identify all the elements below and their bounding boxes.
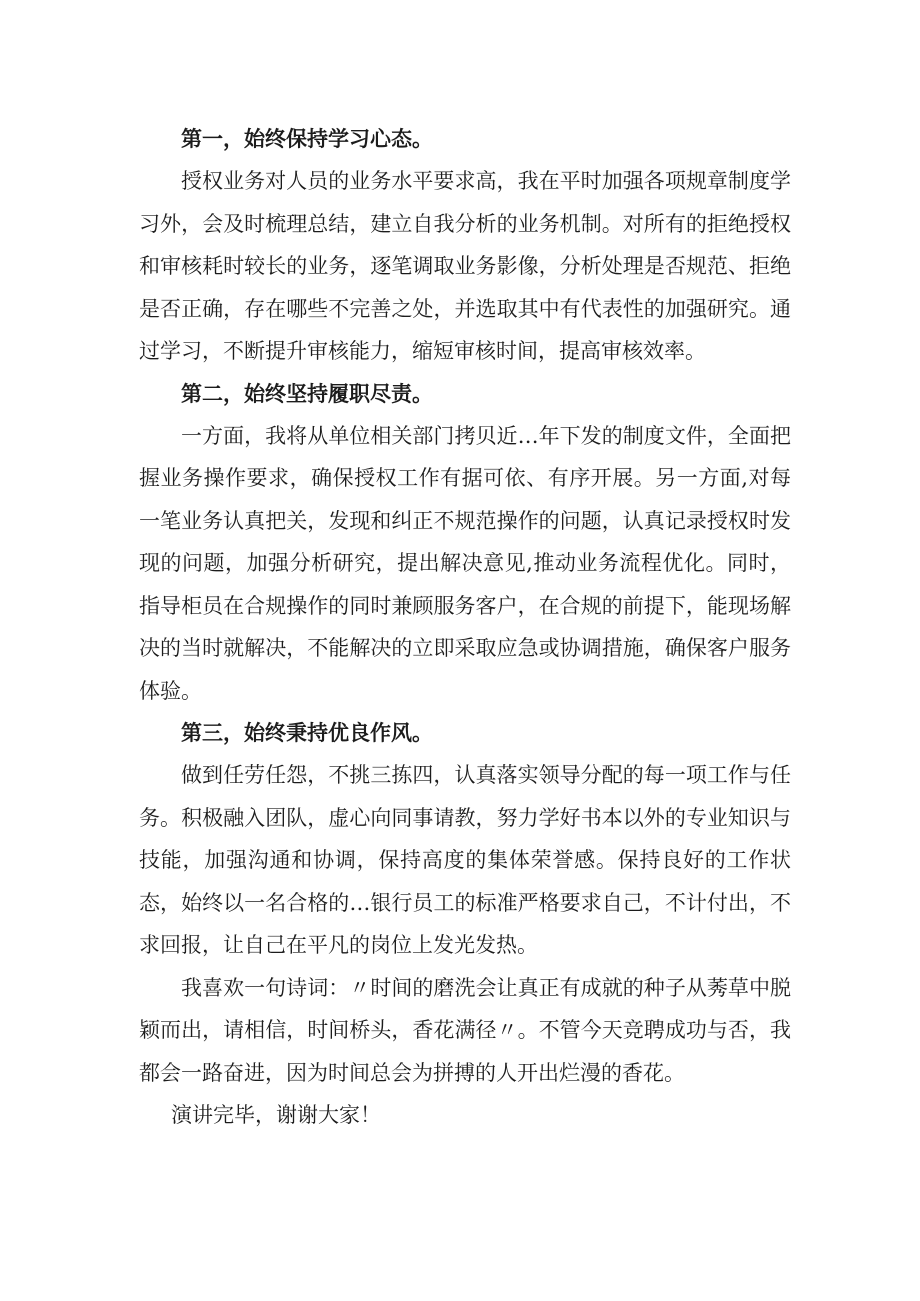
section-3-paragraph: 做到任劳任怨，不挑三拣四，认真落实领导分配的每一项工作与任务。积极融入团队，虚心向同事请教，努力学好书本以外的专业知识与技能，加强沟通和协调，保持高度的集体荣誉感。保持良好的工作状态，始终以一名合格的…银行员工的标准严格要求自己，不计付出，不求回报，让自己在平凡的岗位上发光发热。 [139,763,791,957]
section-1-heading: 第一，始终保持学习心态。 [181,126,433,151]
section-3-heading: 第三，始终秉持优良作风。 [181,720,433,745]
document-body [139,118,791,1136]
conclusion-paragraph: 我喜欢一句诗词：〃时间的磨洗会让真正有成就的种子从莠草中脱颖而出，请相信，时间桥头，香花满径〃。不管今天竞聘成功与否，我都会一路奋进，因为时间总会为拼搏的人开出烂漫的香花。 [139,975,791,1085]
section-2-heading: 第二，始终坚持履职尽责。 [181,380,433,406]
section-2-paragraph: 一方面，我将从单位相关部门拷贝近…年下发的制度文件，全面把握业务操作要求，确保授权工作有据可依、有序开展。另一方面,对每一笔业务认真把关，发现和纠正不规范操作的问题，认真记录授权时发现的问题，加强分析研究，提出解决意见,推动业务流程优化。同时，指导柜员在合规操作的同时兼顾服务客户，在合规的前提下，能现场解决的当时就解决，不能解决的立即采取应急或协调措施，确保客户服务体验。 [139,423,791,703]
section-1-paragraph: 授权业务对人员的业务水平要求高，我在平时加强各项规章制度学习外，会及时梳理总结，建立自我分析的业务机制。对所有的拒绝授权和审核耗时较长的业务，逐笔调取业务影像，分析处理是否规范、拒绝是否正确，存在哪些不完善之处，并选取其中有代表性的加强研究。通过学习，不断提升审核能力，缩短审核时间，提高审核效率。 [139,169,791,363]
closing-line: 演讲完毕，谢谢大家！ [171,1103,381,1127]
